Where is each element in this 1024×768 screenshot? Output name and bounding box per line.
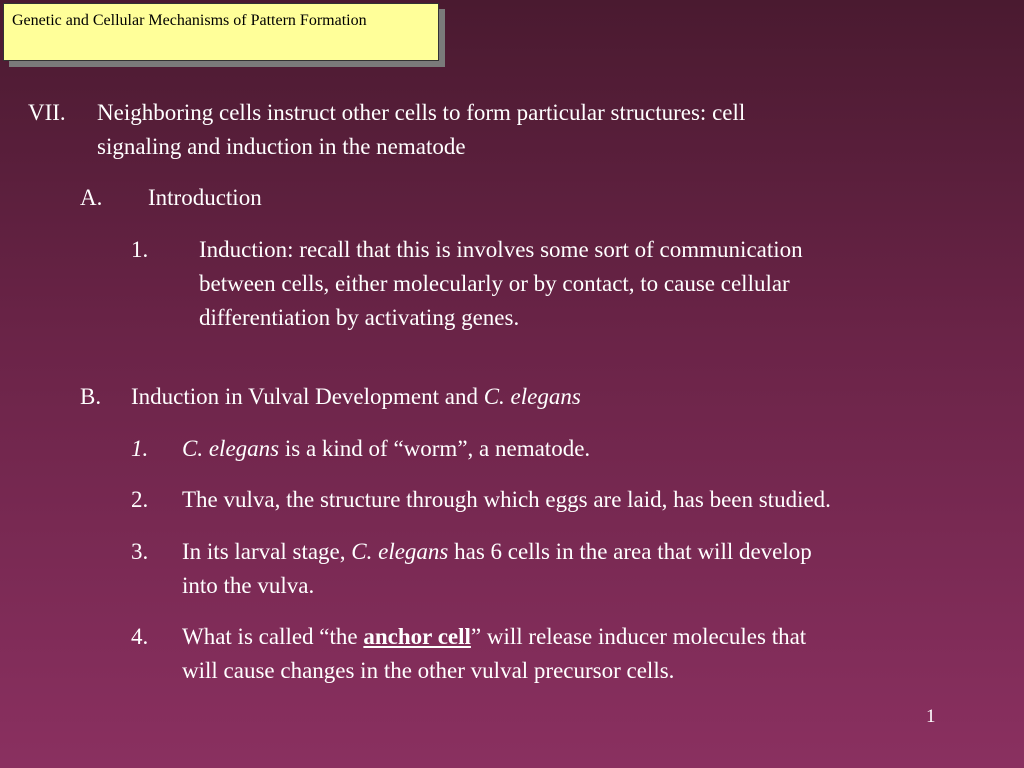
list-item-text-line2: into the vulva. <box>182 573 315 598</box>
section-heading-line1: Neighboring cells instruct other cells to form particular structures: cell <box>97 100 746 125</box>
list-item-text-line2: between cells, either molecularly or by contact, to cause cellular <box>199 271 790 296</box>
page-number: 1 <box>926 706 936 727</box>
list-item-number: 4. <box>131 624 149 649</box>
section-heading-line2: signaling and induction in the nematode <box>97 134 466 159</box>
section-number: VII. <box>28 100 66 125</box>
list-item-text-line1: Induction: recall that this is involves some sort of communication <box>199 237 803 262</box>
part-b-title <box>131 380 581 414</box>
part-b-title-species: C. elegans <box>483 384 581 409</box>
list-item-text-line1 <box>182 535 812 569</box>
slide-title: Genetic and Cellular Mechanisms of Pattern Formation <box>12 12 367 29</box>
list-item-number: 3. <box>131 539 149 564</box>
list-item-text-line2: will cause changes in the other vulval precursor cells. <box>182 658 675 683</box>
part-b-letter: B. <box>80 384 102 409</box>
anchor-cell-term: anchor cell <box>363 624 471 649</box>
list-item-text-line1 <box>182 620 806 654</box>
list-item-text-rest: is a kind of “worm”, a nematode. <box>279 436 591 461</box>
list-item-text-prefix: In its larval stage, <box>182 539 352 564</box>
part-b-title-text: Induction in Vulval Development and <box>131 384 484 409</box>
list-item-text: The vulva, the structure through which eggs are laid, has been studied. <box>182 487 831 512</box>
part-a-letter: A. <box>80 185 103 210</box>
list-item-text-prefix: What is called “the <box>182 624 364 649</box>
list-item-text-line3: differentiation by activating genes. <box>199 305 520 330</box>
list-item-text-suffix: ” will release inducer molecules that <box>470 624 807 649</box>
list-item-number: 1. <box>131 237 149 262</box>
slide-title-box <box>3 3 439 61</box>
species-name: C. elegans <box>351 539 449 564</box>
list-item-number: 2. <box>131 487 149 512</box>
list-item-number: 1. <box>131 436 149 461</box>
part-a-title: Introduction <box>148 185 262 210</box>
list-item-text <box>182 432 590 466</box>
list-item-text-suffix: has 6 cells in the area that will develop <box>448 539 812 564</box>
species-name: C. elegans <box>182 436 280 461</box>
